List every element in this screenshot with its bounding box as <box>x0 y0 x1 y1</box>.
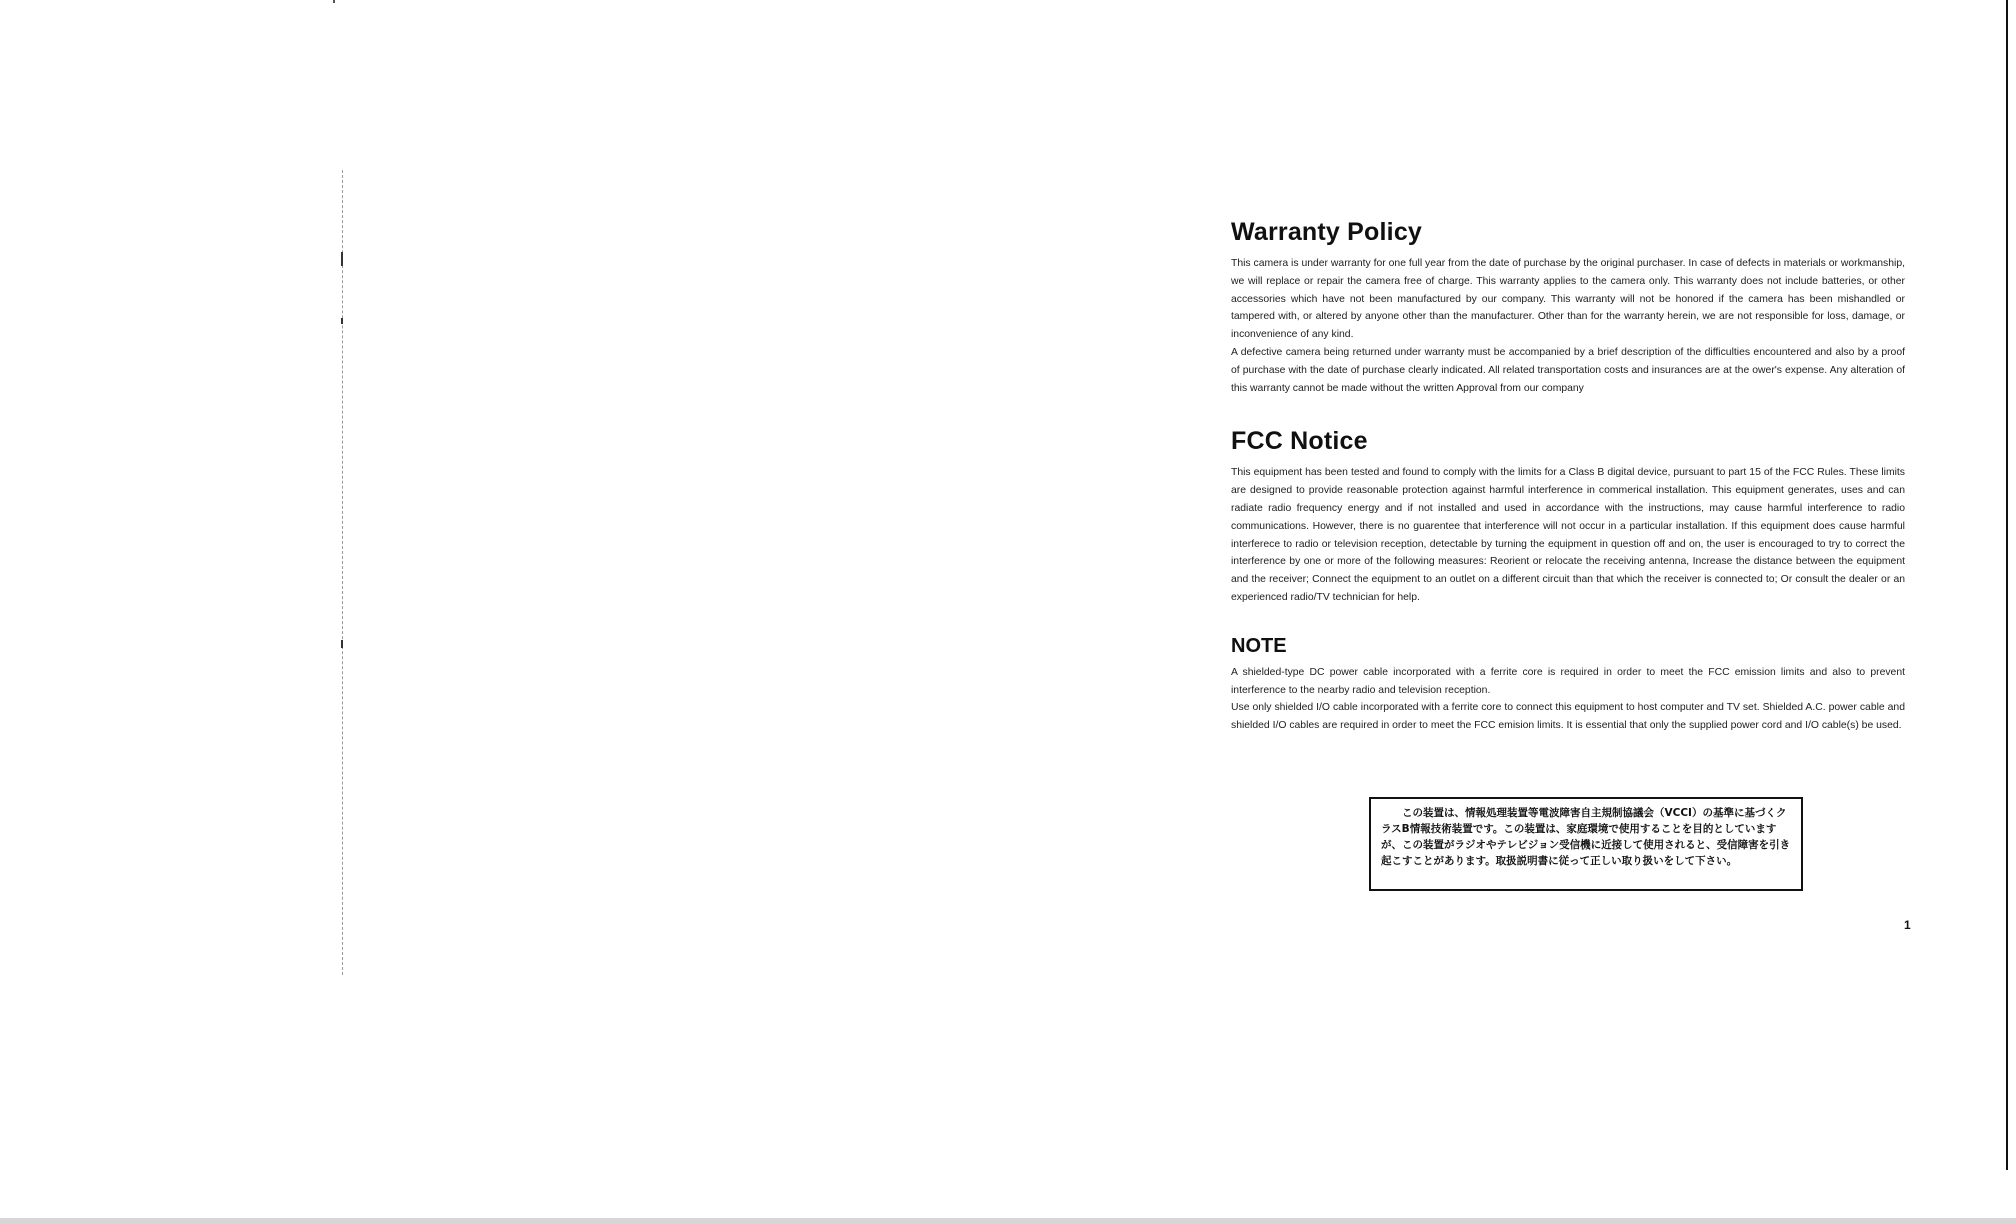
fold-tick-mark <box>341 252 343 266</box>
warranty-paragraph: This camera is under warranty for one full year from the date of purchase by the original purchaser. In case of defects in materials or workmanship, we will replace or repair the camera free of charge. This warranty applies to the camera only. This warranty does not include batteries, or other accessories which have not been manufactured by our company. This warranty will not be honored if the camera has been mishandled or tampered with, or altered by anyone other than the manufacturer. Other than for the warranty herein, we are not responsible for loss, damage, or inconvenience of any kind. <box>1231 258 1905 341</box>
fcc-paragraph: This equipment has been tested and found to comply with the limits for a Class B digital device, pursuant to part 15 of the FCC Rules. These limits are designed to provide reasonable protection against harmful interference in commerical installation. This equipment generates, uses and can radiate radio frequency energy and if not installed and used in accordance with the instructions, may cause harmful interference to radio communications. However, there is no guarentee that interference will not occur in a particular installation. If this equipment does cause harmful interferece to radio or television reception, detectable by turning the equipment in question off and on, the user is encouraged to try to correct the interference by one or more of the following measures: Reorient or relocate the receiving antenna, Increase the distance between the equipment and the receiver; Connect the equipment to an outlet on a different circuit than that which the receiver is connected to; Or consult the dealer or an experienced radio/TV technician for help. <box>1231 467 1905 603</box>
vcci-notice-box <box>1369 797 1803 891</box>
warranty-title: Warranty Policy <box>1231 218 1423 246</box>
warranty-paragraph: A defective camera being returned under warranty must be accompanied by a brief description of the difficulties encountered and also by a proof of purchase with the date of purchase clearly indicated. All related transportation costs and insurances are at the ower's expense. Any alteration of this warranty cannot be made without the written Approval from our company <box>1231 346 1905 394</box>
page-number: 1 <box>1904 918 1911 932</box>
page-edge-line <box>2006 0 2008 1170</box>
note-paragraph: Use only shielded I/O cable incorporated with a ferrite core to connect this equipment to host computer and TV set. Shielded A.C. power cable and shielded I/O cables are required in order to meet the FCC emision limits. It is essential that only the supplied power cord and I/O cable(s) be used. <box>1231 702 1905 732</box>
vcci-notice-text: この装置は、情報処理装置等電波障害自主規制協議会（VCCI）の基準に基づくクラスB情報技術装置です。この装置は、家庭環境で使用することを目的としていますが、この装置がラジオやテレビジョン受信機に近接して使用されると、受信障害を引き起こすことがあります。取扱説明書に従って正しい取り扱いをして下さい。 <box>1381 807 1791 867</box>
page-fold-line <box>342 170 343 975</box>
fcc-title: FCC Notice <box>1231 427 1368 456</box>
fold-tick-mark <box>341 640 343 648</box>
scan-mark <box>333 0 335 3</box>
note-paragraph: A shielded-type DC power cable incorporated with a ferrite core is required in order to meet the FCC emission limits and also to prevent interference to the nearby radio and television reception. <box>1231 666 1905 696</box>
warranty-section <box>1231 218 1905 397</box>
fold-tick-mark <box>341 318 343 324</box>
note-section <box>1231 635 1905 735</box>
manual-right-page <box>1231 218 1905 735</box>
scan-bottom-band <box>0 1218 2016 1224</box>
note-title: NOTE <box>1231 634 1287 657</box>
fcc-section <box>1231 427 1905 606</box>
